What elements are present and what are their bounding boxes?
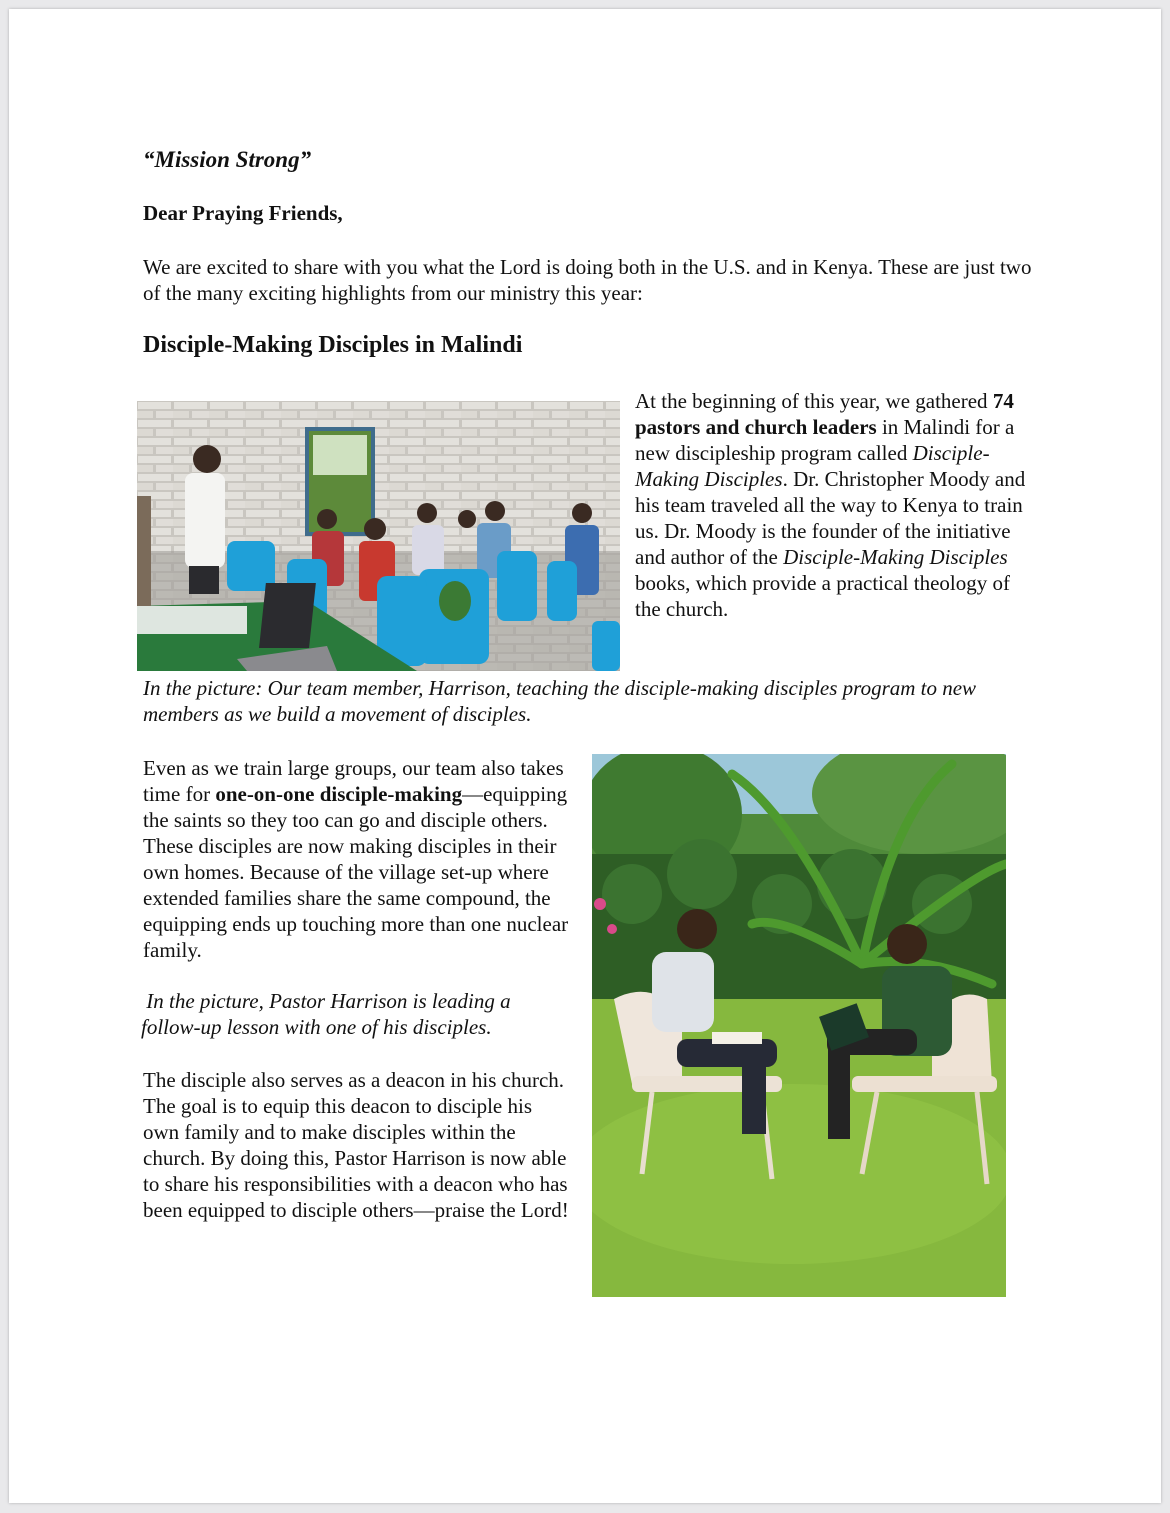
photo-caption-garden: In the picture, Pastor Harrison is leading a follow-up lesson with one of his disciples. [141, 989, 516, 1039]
intro-paragraph: We are excited to share with you what the Lord is doing both in the U.S. and in Kenya. These are just two of the many exciting highlights from our ministry this year: [143, 255, 1032, 305]
section-heading: Disciple-Making Disciples in Malindi [143, 332, 523, 358]
paragraph-malindi-training: At the beginning of this year, we gathered 74 pastors and church leaders in Malindi for a new discipleship program called Disciple-Making Disciples. Dr. Christopher Moody and his team traveled all the way to Kenya to train us. Dr. Moody is the founder of the initiative and author of the Disciple-Making Disciples books, which provide a practical theology of the church. [635, 389, 1026, 621]
salutation: Dear Praying Friends, [143, 201, 343, 225]
paragraph-deacon: The disciple also serves as a deacon in his church. The goal is to equip this deacon to disciple his own family and to make disciples within the church. By doing this, Pastor Harrison is now able to share his responsibilities with a deacon who has been equipped to disciple others—praise the Lord! [143, 1068, 569, 1222]
garden-photo [592, 754, 1006, 1297]
classroom-photo [137, 401, 620, 671]
photo-caption-classroom: In the picture: Our team member, Harrison, teaching the disciple-making disciples program to new members as we build a movement of disciples. [143, 676, 977, 726]
paragraph-one-on-one: Even as we train large groups, our team also takes time for one-on-one disciple-making—equipping the saints so they too can go and disciple others. These disciples are now making disciples in their own homes. Because of the village set-up where extended families share the same compound, the equipping ends up touching more than one nuclear family. [143, 756, 569, 962]
document-title: “Mission Strong” [143, 147, 312, 172]
